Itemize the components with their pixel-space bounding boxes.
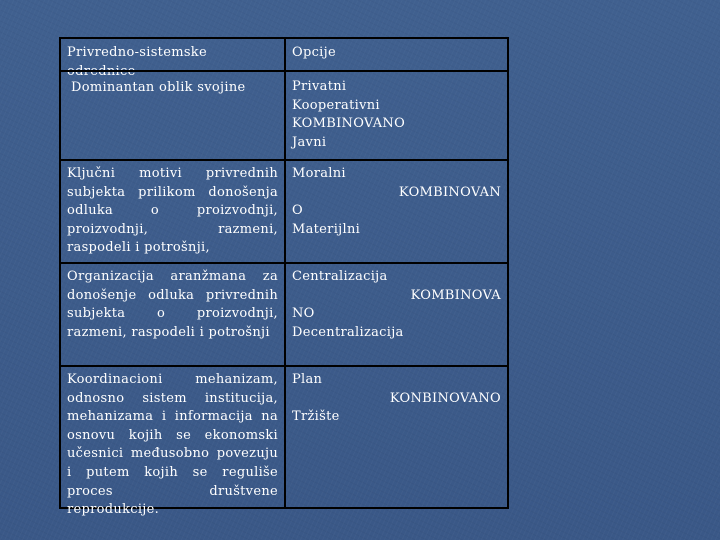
row-label-motives: Ključni motivi privrednih subjekta prilikom donošenja odluka o proizvodnji, proizvodnji, razmeni, raspodeli i potrošnji, [67,166,278,256]
row-label-organization: Organizacija aranžmana za donošenje odluka privrednih subjekta o proizvodnji, razmeni, raspodeli i potrošnji [67,269,278,340]
option-item: Decentralizacija [292,324,404,340]
row-options-organization [286,264,507,365]
row-label-ownership: Dominantan oblik svojine [71,80,246,95]
option-item: KOMBINOVA [410,287,501,303]
table-header-row [61,39,507,79]
table-row [61,159,507,262]
option-item: NO [292,306,315,322]
table-row [61,262,507,365]
header-options: Opcije [292,45,336,60]
option-item: Centralizacija [292,269,388,284]
row-options-coordination [286,367,507,507]
row-label-coordination: Koordinacioni mehanizam, odnosno sistem institucija, mehanizama i informacija na osnovu kojih se ekonomski učesnici međusobno povezuju i putem kojih se reguliše proces društvene reprodukcije. [67,372,278,518]
row-options-ownership [286,72,507,159]
option-item: Tržište [292,409,340,425]
option-item: KONBINOVANO [389,390,501,406]
option-item: KOMBINOVANO [292,116,406,132]
options-table [59,37,509,518]
option-item: Kooperativni [292,97,380,113]
option-item: Privatni [292,79,347,94]
option-item: KOMBINOVAN [398,184,501,200]
table-row [61,70,507,159]
option-item: Materijlni [292,221,361,237]
option-item: Javni [292,134,327,150]
option-item: O [292,203,303,219]
option-item: Moralni [292,166,346,181]
option-item: Plan [292,372,323,387]
header-determinants: Privredno-sistemske odrednice [67,45,207,79]
row-options-motives [286,161,507,262]
table-row [61,365,507,518]
